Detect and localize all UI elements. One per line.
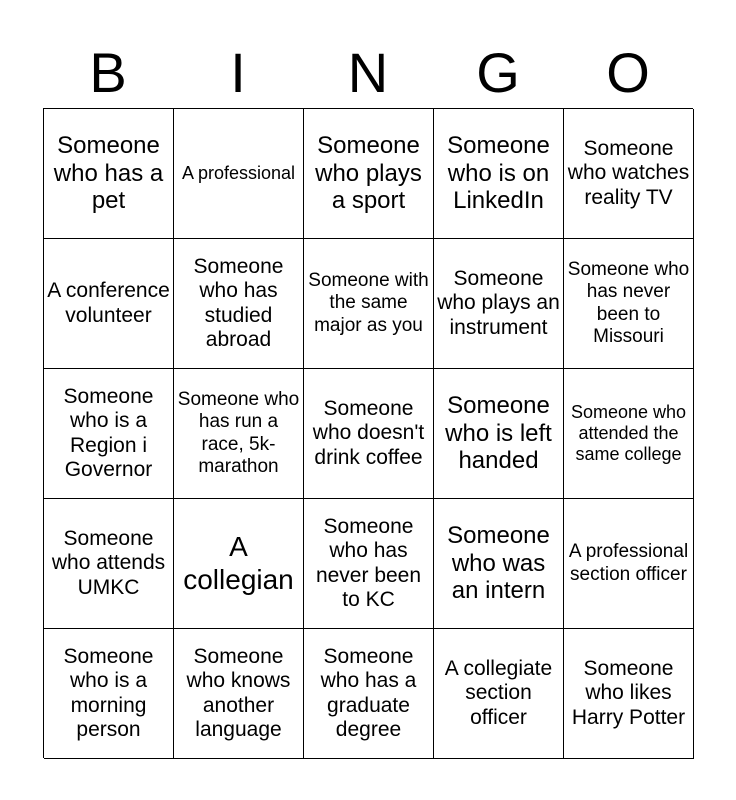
cell-text: Someone who was an intern (447, 521, 550, 605)
cell-text: Someone who is on LinkedIn (447, 131, 550, 215)
bingo-cell[interactable] (434, 499, 564, 629)
bingo-cell[interactable] (434, 629, 564, 759)
cell-text: Someone who has run a race, 5k-marathon (177, 389, 300, 477)
bingo-cell[interactable] (304, 499, 434, 629)
bingo-cell[interactable] (44, 369, 174, 499)
bingo-cell[interactable] (434, 109, 564, 239)
bingo-cell[interactable] (304, 109, 434, 239)
title-letter-g: G (476, 41, 520, 104)
cell-text: Someone who doesn't drink coffee (312, 396, 425, 469)
bingo-cell[interactable] (174, 499, 304, 629)
bingo-title (43, 38, 693, 108)
cell-text: A conference volunteer (47, 279, 170, 327)
bingo-cell[interactable] (44, 499, 174, 629)
cell-text: Someone who has never been to Missouri (567, 259, 690, 347)
cell-text: Someone with the same major as you (308, 270, 429, 336)
bingo-cell[interactable] (564, 499, 694, 629)
cell-text: Someone who watches reality TV (567, 136, 690, 209)
cell-text: Someone who is a morning person (63, 644, 154, 741)
title-letter-o: O (606, 41, 650, 104)
title-letter-n: N (347, 41, 389, 104)
bingo-cell[interactable] (174, 239, 304, 369)
title-letter-i: I (230, 41, 246, 104)
cell-text: Someone who is left handed (445, 391, 552, 475)
bingo-cell[interactable] (174, 369, 304, 499)
bingo-cell[interactable] (564, 369, 694, 499)
bingo-cell[interactable] (44, 239, 174, 369)
bingo-cell[interactable] (434, 239, 564, 369)
cell-text: Someone who has a pet (53, 131, 164, 215)
bingo-cell[interactable] (44, 629, 174, 759)
bingo-cell[interactable] (304, 369, 434, 499)
cell-text: Someone who has studied abroad (193, 254, 284, 351)
cell-text: Someone who has a graduate degree (320, 644, 417, 741)
bingo-cell[interactable] (44, 109, 174, 239)
bingo-board (43, 108, 693, 758)
bingo-cell[interactable] (564, 109, 694, 239)
cell-text: A professional section officer (568, 541, 689, 585)
cell-text: A collegiate section officer (444, 656, 553, 729)
bingo-cell[interactable] (174, 629, 304, 759)
bingo-cell[interactable] (564, 239, 694, 369)
cell-text: Someone who attends UMKC (51, 526, 166, 599)
bingo-cell[interactable] (174, 109, 304, 239)
bingo-cell[interactable] (304, 239, 434, 369)
bingo-cell[interactable] (434, 369, 564, 499)
cell-text: Someone who knows another language (186, 644, 291, 741)
cell-text: A collegian (183, 531, 294, 595)
cell-text: Someone who attended the same college (570, 402, 687, 464)
cell-text: A professional (181, 163, 296, 184)
cell-text: Someone who is a Region i Governor (63, 384, 154, 481)
bingo-cell[interactable] (304, 629, 434, 759)
bingo-cell[interactable] (564, 629, 694, 759)
title-letter-b: B (89, 41, 127, 104)
cell-text: Someone who has never been to KC (315, 514, 422, 611)
cell-text: Someone who plays an instrument (437, 266, 560, 339)
cell-text: Someone who plays a sport (315, 131, 422, 215)
cell-text: Someone who likes Harry Potter (571, 656, 686, 729)
